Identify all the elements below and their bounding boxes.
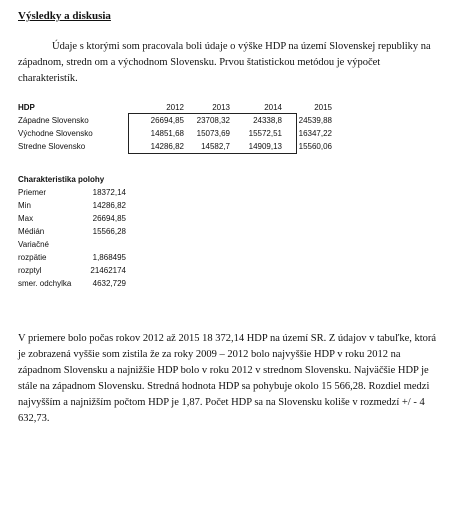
stats-label: Min	[18, 201, 31, 210]
table-cell: 14582,7	[201, 142, 230, 151]
page-title: Výsledky a diskusia	[18, 10, 111, 22]
table-cell: 23708,32	[196, 116, 230, 125]
table-cell: 16347,22	[298, 129, 332, 138]
stats-value: 1,868495	[92, 253, 126, 262]
stats-label: Priemer	[18, 188, 47, 197]
stats-label-line2: rozpätie	[18, 253, 47, 262]
table-cell: 24338,8	[253, 116, 282, 125]
stats-value: 14286,82	[92, 201, 126, 210]
year-header: 2015	[314, 103, 332, 112]
stats-value: 4632,729	[92, 279, 126, 288]
stats-label: Max	[18, 214, 34, 223]
intro-paragraph: Údaje s ktorými som pracovala boli údaje o výške HDP na území Slovenskej republiky na západnom, stredn om a východnom Slovensku. Prvou štatistickou metódou je výpočet charakteristík.	[18, 41, 431, 84]
stats-table	[18, 173, 126, 290]
region-label: Stredne Slovensko	[18, 142, 86, 151]
region-label: Východne Slovensko	[18, 129, 93, 138]
year-header: 2014	[264, 103, 282, 112]
stats-row	[18, 186, 126, 199]
table-header-label: HDP	[18, 103, 35, 112]
stats-title: Charakteristika polohy	[18, 175, 105, 184]
stats-row	[18, 238, 126, 264]
table-border	[128, 113, 297, 154]
stats-row	[18, 199, 126, 212]
year-header: 2012	[166, 103, 184, 112]
stats-row	[18, 264, 126, 277]
region-label: Západne Slovensko	[18, 116, 89, 125]
stats-label: rozptyl	[18, 266, 42, 275]
stats-row	[18, 212, 126, 225]
stats-value: 26694,85	[92, 214, 126, 223]
stats-value: 18372,14	[92, 188, 126, 197]
stats-label	[18, 238, 49, 264]
stats-row	[18, 277, 126, 290]
stats-label: smer. odchylka	[18, 279, 72, 288]
table-cell: 14909,13	[248, 142, 282, 151]
table-cell: 15560,06	[298, 142, 332, 151]
year-header: 2013	[212, 103, 230, 112]
stats-value: 15566,28	[92, 227, 126, 236]
conclusion-paragraph: V priemere bolo počas rokov 2012 až 2015 18 372,14 HDP na území SR. Z údajov v tabuľke, ktorá je zobrazená vyššie som zistila že za roky 2009 – 2012 bolo najvyššie HDP v roku 2012 na západnom Slovensku a najnižšie HDP bolo v roku 2012 v strednom Slovensku. Najväčšie HDP je stále na západnom Slovensku. Stredná hodnota HDP sa pohybuje okolo 15 566,28. Rozdiel medzi najvyšším a najnižším počtom HDP je 1,87. Počet HDP sa na Slovensku koliše v rozmedzí +/ - 4 632,73.	[18, 333, 437, 424]
stats-row	[18, 225, 126, 238]
stats-label: Médián	[18, 227, 45, 236]
table-cell: 26694,85	[150, 116, 184, 125]
stats-value: 21462174	[90, 266, 126, 275]
table-cell: 14286,82	[150, 142, 184, 151]
table-cell: 15572,51	[248, 129, 282, 138]
stats-label-line1: Variačné	[18, 240, 49, 249]
table-cell: 15073,69	[196, 129, 230, 138]
table-cell: 24539,88	[298, 116, 332, 125]
table-cell: 14851,68	[150, 129, 184, 138]
